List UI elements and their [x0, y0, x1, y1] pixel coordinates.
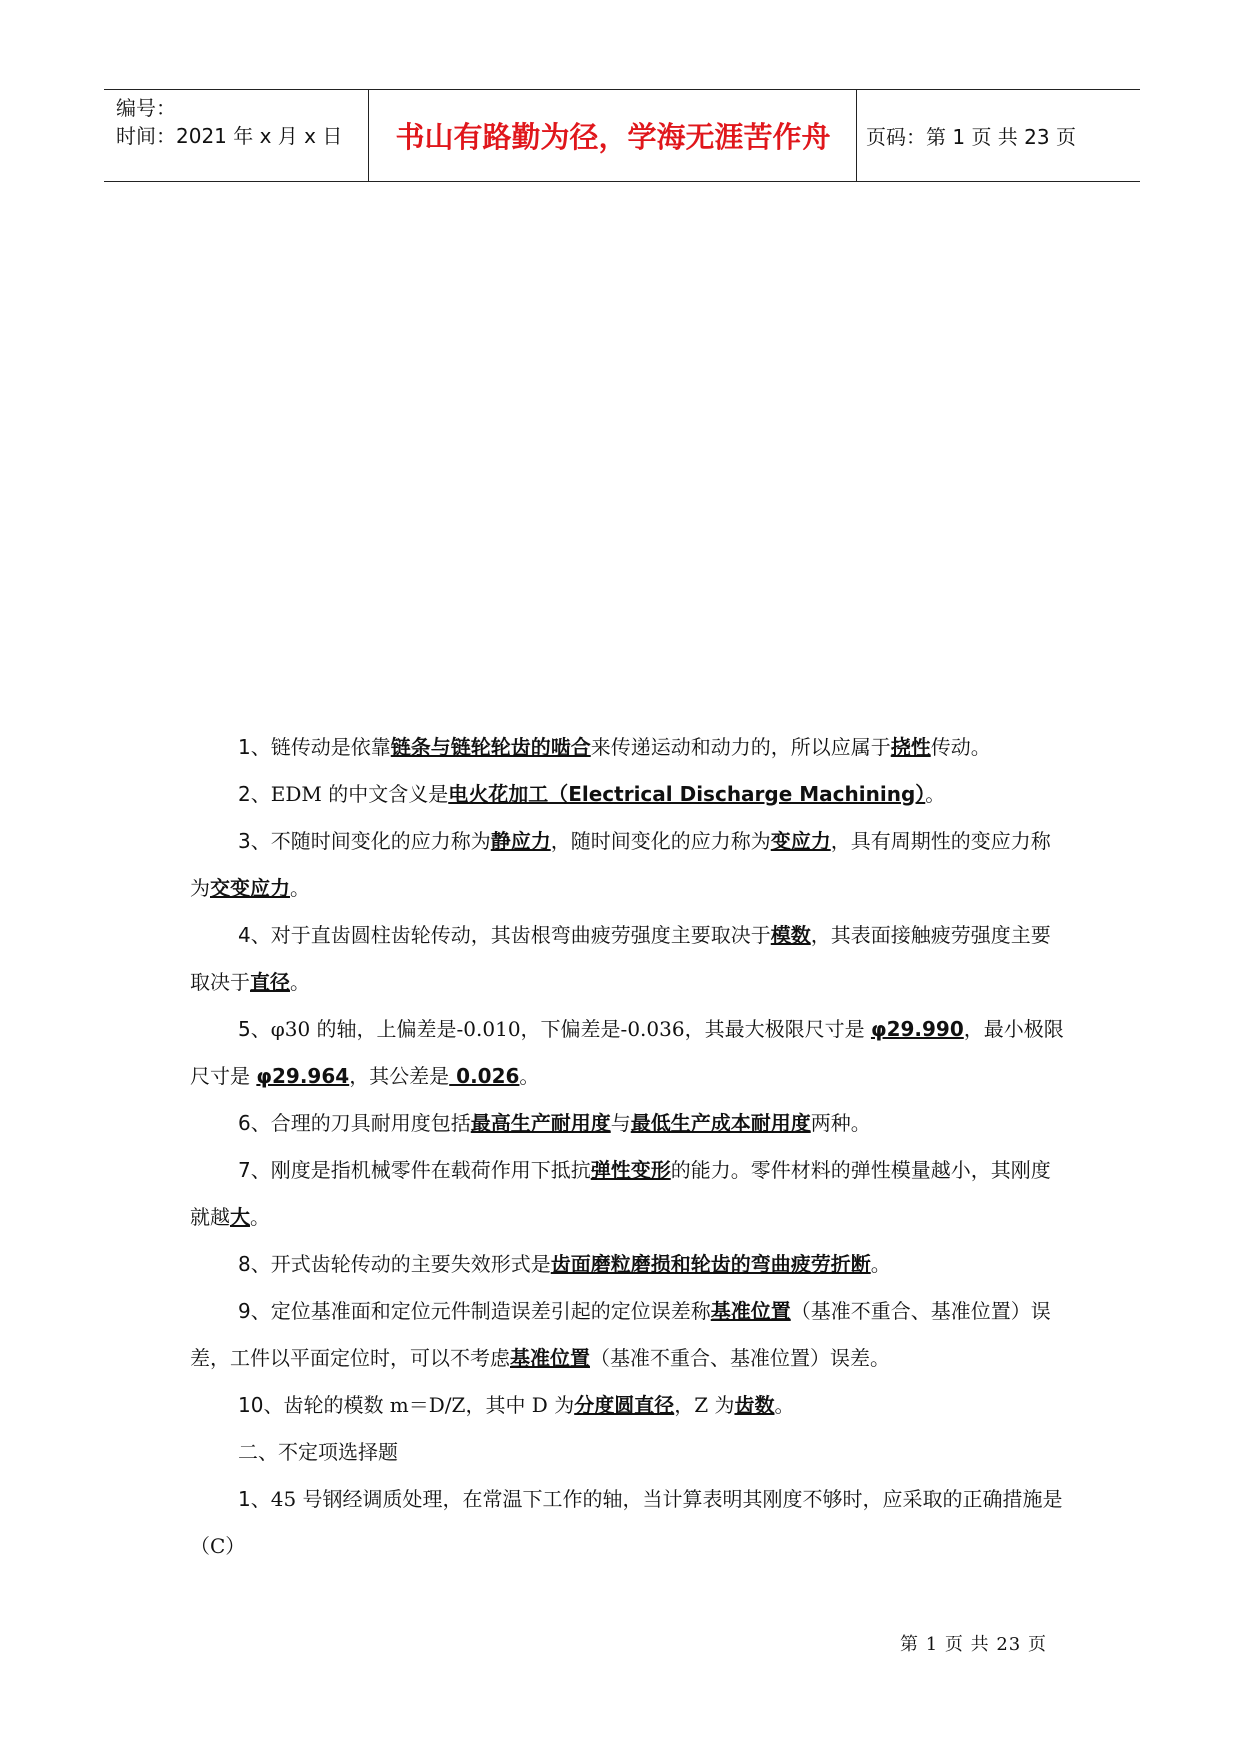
- header-divider-left: [368, 90, 369, 181]
- header-left-cell: [116, 94, 368, 150]
- answer: 基准位置: [510, 1346, 590, 1370]
- answer: φ29.990: [870, 1017, 964, 1041]
- header-page-label: 页码：第 1 页 共 23 页: [866, 125, 1076, 149]
- question-5: 5、φ30 的轴，上偏差是-0.010，下偏差是-0.036，其最大极限尺寸是 φ29.990，最小极限尺寸是 φ29.964，其公差是 0.026。: [190, 1017, 1064, 1088]
- answer: 分度圆直径: [574, 1393, 675, 1417]
- question-6: 6、合理的刀具耐用度包括最高生产耐用度与最低生产成本耐用度两种。: [238, 1111, 871, 1135]
- answer: 最低生产成本耐用度: [630, 1111, 811, 1135]
- answer: 模数: [770, 923, 811, 947]
- answer: φ29.964: [256, 1064, 350, 1088]
- question-10: 10、齿轮的模数 m＝D/Z，其中 D 为分度圆直径，Z 为齿数。: [238, 1393, 795, 1417]
- time-label: 时间：2021 年 x 月 x 日: [116, 124, 343, 148]
- choice-question-1: 1、45 号钢经调质处理，在常温下工作的轴，当计算表明其刚度不够时，应采取的正确措施是（C）: [190, 1487, 1063, 1558]
- answer: 最高生产耐用度: [470, 1111, 611, 1135]
- answer: 链条与链轮轮齿的啮合: [390, 735, 591, 759]
- question-8: 8、开式齿轮传动的主要失效形式是齿面磨粒磨损和轮齿的弯曲疲劳折断。: [238, 1252, 891, 1276]
- question-1: 1、链传动是依靠链条与链轮轮齿的啮合来传递运动和动力的，所以应属于挠性传动。: [238, 735, 991, 759]
- question-9: 9、定位基准面和定位元件制造误差引起的定位误差称基准位置（基准不重合、基准位置）误差，工件以平面定位时，可以不考虑基准位置（基准不重合、基准位置）误差。: [190, 1299, 1051, 1370]
- answer: 基准位置: [710, 1299, 791, 1323]
- question-4: 4、对于直齿圆柱齿轮传动，其齿根弯曲疲劳强度主要取决于模数，其表面接触疲劳强度主要取决于直径。: [190, 923, 1051, 994]
- document-body: [190, 724, 1068, 1570]
- answer: 0.026: [449, 1064, 520, 1088]
- answer: 挠性: [890, 735, 931, 759]
- answer: 交变应力: [210, 876, 290, 900]
- answer: 大: [230, 1205, 250, 1229]
- section-title: 二、不定项选择题: [238, 1440, 398, 1464]
- answer: 直径: [250, 970, 290, 994]
- header-motto: 书山有路勤为径，学海无涯苦作舟: [395, 120, 831, 154]
- document-header: [104, 89, 1140, 182]
- question-7: 7、刚度是指机械零件在载荷作用下抵抗弹性变形的能力。零件材料的弹性模量越小，其刚度就越大。: [190, 1158, 1051, 1229]
- question-3: 3、不随时间变化的应力称为静应力，随时间变化的应力称为变应力，具有周期性的变应力称为交变应力。: [190, 829, 1051, 900]
- number-label: 编号：: [116, 96, 176, 120]
- answer: 齿面磨粒磨损和轮齿的弯曲疲劳折断: [550, 1252, 871, 1276]
- answer: 齿数: [734, 1393, 775, 1417]
- answer: 弹性变形: [590, 1158, 671, 1182]
- page-footer: 第 1 页 共 23 页: [900, 1634, 1047, 1655]
- answer: 电火花加工（Electrical Discharge Machining）: [448, 782, 926, 806]
- answer: 静应力: [490, 829, 551, 853]
- question-2: 2、EDM 的中文含义是电火花加工（Electrical Discharge Machining）。: [238, 782, 946, 806]
- answer: 变应力: [770, 829, 831, 853]
- header-divider-right: [856, 90, 857, 181]
